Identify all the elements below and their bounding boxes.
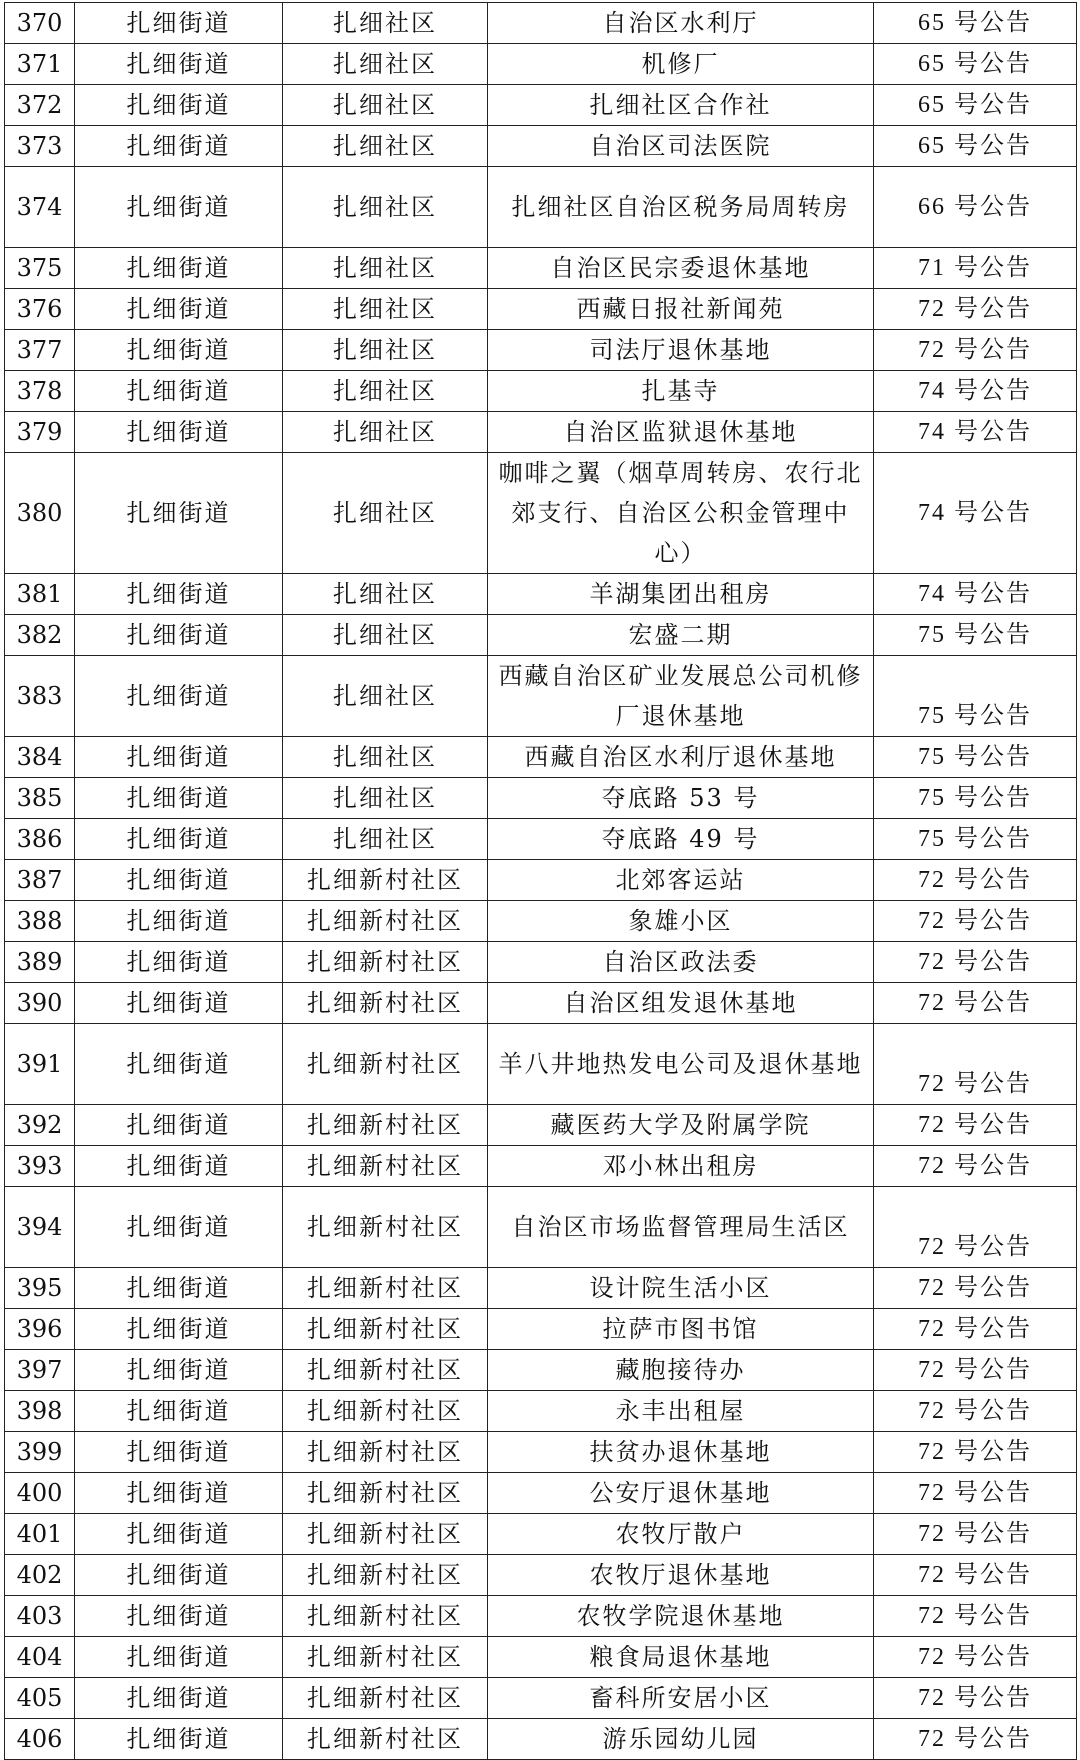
community-cell: 扎细社区: [283, 248, 488, 289]
row-number-cell: 398: [5, 1391, 75, 1432]
notice-number-cell: 75 号公告: [874, 737, 1077, 778]
row-number-cell: 382: [5, 615, 75, 656]
row-number-cell: 392: [5, 1105, 75, 1146]
location-cell: 藏医药大学及附属学院: [488, 1105, 874, 1146]
row-number-cell: 405: [5, 1678, 75, 1719]
row-number-cell: 397: [5, 1350, 75, 1391]
table-row: [5, 85, 1077, 126]
notice-number-cell: 65 号公告: [874, 85, 1077, 126]
row-number-cell: 390: [5, 983, 75, 1024]
table-row: [5, 248, 1077, 289]
community-cell: 扎细社区: [283, 3, 488, 44]
community-cell: 扎细新村社区: [283, 860, 488, 901]
location-cell: 自治区组发退休基地: [488, 983, 874, 1024]
street-cell: 扎细街道: [75, 412, 283, 453]
community-cell: 扎细社区: [283, 85, 488, 126]
street-cell: 扎细街道: [75, 1596, 283, 1637]
table-row: [5, 1146, 1077, 1187]
street-cell: 扎细街道: [75, 1268, 283, 1309]
community-cell: 扎细新村社区: [283, 1678, 488, 1719]
community-cell: 扎细新村社区: [283, 1268, 488, 1309]
row-number-cell: 385: [5, 778, 75, 819]
notice-number-cell: 72 号公告: [874, 942, 1077, 983]
table-row: [5, 1514, 1077, 1555]
table-row: [5, 412, 1077, 453]
table-row: [5, 983, 1077, 1024]
notice-number-cell: 72 号公告: [874, 1350, 1077, 1391]
street-cell: 扎细街道: [75, 248, 283, 289]
table-row: [5, 453, 1077, 574]
row-number-cell: 383: [5, 656, 75, 737]
location-cell: 咖啡之翼（烟草周转房、农行北郊支行、自治区公积金管理中心）: [488, 453, 874, 574]
row-number-cell: 374: [5, 167, 75, 248]
community-cell: 扎细社区: [283, 412, 488, 453]
row-number-cell: 396: [5, 1309, 75, 1350]
row-number-cell: 381: [5, 574, 75, 615]
community-cell: 扎细新村社区: [283, 942, 488, 983]
community-cell: 扎细社区: [283, 371, 488, 412]
street-cell: 扎细街道: [75, 1637, 283, 1678]
location-cell: 羊八井地热发电公司及退休基地: [488, 1024, 874, 1105]
notice-number-cell: 72 号公告: [874, 1391, 1077, 1432]
notice-number-cell: 72 号公告: [874, 1473, 1077, 1514]
location-cell: 自治区政法委: [488, 942, 874, 983]
location-cell: 西藏自治区矿业发展总公司机修厂退休基地: [488, 656, 874, 737]
row-number-cell: 391: [5, 1024, 75, 1105]
community-cell: 扎细社区: [283, 126, 488, 167]
row-number-cell: 401: [5, 1514, 75, 1555]
location-cell: 游乐园幼儿园: [488, 1719, 874, 1760]
row-number-cell: 373: [5, 126, 75, 167]
street-cell: 扎细街道: [75, 1391, 283, 1432]
notice-number-cell: 72 号公告: [874, 901, 1077, 942]
table-row: [5, 1350, 1077, 1391]
notice-number-cell: 72 号公告: [874, 1187, 1077, 1268]
location-cell: 羊湖集团出租房: [488, 574, 874, 615]
street-cell: 扎细街道: [75, 615, 283, 656]
notice-number-cell: 72 号公告: [874, 1105, 1077, 1146]
street-cell: 扎细街道: [75, 85, 283, 126]
location-cell: 司法厅退休基地: [488, 330, 874, 371]
row-number-cell: 403: [5, 1596, 75, 1637]
table-row: [5, 1596, 1077, 1637]
table-row: [5, 371, 1077, 412]
notice-number-cell: 72 号公告: [874, 1024, 1077, 1105]
location-cell: 自治区民宗委退休基地: [488, 248, 874, 289]
community-cell: 扎细新村社区: [283, 1514, 488, 1555]
community-cell: 扎细新村社区: [283, 1105, 488, 1146]
street-cell: 扎细街道: [75, 126, 283, 167]
table-row: [5, 901, 1077, 942]
table-row: [5, 1678, 1077, 1719]
street-cell: 扎细街道: [75, 1678, 283, 1719]
community-cell: 扎细新村社区: [283, 1719, 488, 1760]
notice-table: [4, 2, 1077, 1760]
table-row: [5, 1391, 1077, 1432]
street-cell: 扎细街道: [75, 656, 283, 737]
location-cell: 机修厂: [488, 44, 874, 85]
table-row: [5, 819, 1077, 860]
street-cell: 扎细街道: [75, 1432, 283, 1473]
community-cell: 扎细新村社区: [283, 1146, 488, 1187]
community-cell: 扎细社区: [283, 330, 488, 371]
street-cell: 扎细街道: [75, 371, 283, 412]
community-cell: 扎细社区: [283, 167, 488, 248]
table-row: [5, 1024, 1077, 1105]
table-row: [5, 167, 1077, 248]
street-cell: 扎细街道: [75, 1473, 283, 1514]
table-row: [5, 860, 1077, 901]
street-cell: 扎细街道: [75, 167, 283, 248]
row-number-cell: 378: [5, 371, 75, 412]
street-cell: 扎细街道: [75, 1719, 283, 1760]
notice-number-cell: 72 号公告: [874, 1432, 1077, 1473]
location-cell: 自治区市场监督管理局生活区: [488, 1187, 874, 1268]
notice-number-cell: 72 号公告: [874, 1678, 1077, 1719]
location-cell: 象雄小区: [488, 901, 874, 942]
location-cell: 邓小林出租房: [488, 1146, 874, 1187]
row-number-cell: 400: [5, 1473, 75, 1514]
location-cell: 自治区水利厅: [488, 3, 874, 44]
notice-number-cell: 72 号公告: [874, 1637, 1077, 1678]
community-cell: 扎细新村社区: [283, 1024, 488, 1105]
table-row: [5, 1187, 1077, 1268]
row-number-cell: 393: [5, 1146, 75, 1187]
location-cell: 北郊客运站: [488, 860, 874, 901]
street-cell: 扎细街道: [75, 330, 283, 371]
location-cell: 永丰出租屋: [488, 1391, 874, 1432]
location-cell: 夺底路 49 号: [488, 819, 874, 860]
table-row: [5, 1555, 1077, 1596]
community-cell: 扎细新村社区: [283, 1309, 488, 1350]
location-cell: 自治区监狱退休基地: [488, 412, 874, 453]
street-cell: 扎细街道: [75, 983, 283, 1024]
location-cell: 拉萨市图书馆: [488, 1309, 874, 1350]
community-cell: 扎细社区: [283, 574, 488, 615]
notice-number-cell: 65 号公告: [874, 44, 1077, 85]
row-number-cell: 379: [5, 412, 75, 453]
location-cell: 宏盛二期: [488, 615, 874, 656]
street-cell: 扎细街道: [75, 737, 283, 778]
notice-number-cell: 72 号公告: [874, 330, 1077, 371]
location-cell: 畜科所安居小区: [488, 1678, 874, 1719]
location-cell: 设计院生活小区: [488, 1268, 874, 1309]
notice-number-cell: 74 号公告: [874, 371, 1077, 412]
street-cell: 扎细街道: [75, 3, 283, 44]
row-number-cell: 370: [5, 3, 75, 44]
notice-number-cell: 74 号公告: [874, 453, 1077, 574]
location-cell: 扎基寺: [488, 371, 874, 412]
street-cell: 扎细街道: [75, 44, 283, 85]
street-cell: 扎细街道: [75, 574, 283, 615]
row-number-cell: 377: [5, 330, 75, 371]
location-cell: 藏胞接待办: [488, 1350, 874, 1391]
notice-number-cell: 75 号公告: [874, 778, 1077, 819]
table-row: [5, 737, 1077, 778]
community-cell: 扎细社区: [283, 778, 488, 819]
street-cell: 扎细街道: [75, 1024, 283, 1105]
notice-number-cell: 72 号公告: [874, 1596, 1077, 1637]
community-cell: 扎细新村社区: [283, 1391, 488, 1432]
community-cell: 扎细新村社区: [283, 1350, 488, 1391]
table-body: [5, 3, 1077, 1760]
community-cell: 扎细新村社区: [283, 983, 488, 1024]
location-cell: 扎细社区自治区税务局周转房: [488, 167, 874, 248]
street-cell: 扎细街道: [75, 453, 283, 574]
table-row: [5, 942, 1077, 983]
community-cell: 扎细新村社区: [283, 1637, 488, 1678]
community-cell: 扎细社区: [283, 656, 488, 737]
street-cell: 扎细街道: [75, 1514, 283, 1555]
row-number-cell: 384: [5, 737, 75, 778]
table-row: [5, 330, 1077, 371]
community-cell: 扎细社区: [283, 44, 488, 85]
location-cell: 扎细社区合作社: [488, 85, 874, 126]
notice-number-cell: 65 号公告: [874, 126, 1077, 167]
community-cell: 扎细新村社区: [283, 1596, 488, 1637]
street-cell: 扎细街道: [75, 1555, 283, 1596]
row-number-cell: 387: [5, 860, 75, 901]
location-cell: 农牧厅散户: [488, 1514, 874, 1555]
location-cell: 自治区司法医院: [488, 126, 874, 167]
location-cell: 扶贫办退休基地: [488, 1432, 874, 1473]
table-row: [5, 574, 1077, 615]
street-cell: 扎细街道: [75, 289, 283, 330]
location-cell: 公安厅退休基地: [488, 1473, 874, 1514]
street-cell: 扎细街道: [75, 1350, 283, 1391]
street-cell: 扎细街道: [75, 1187, 283, 1268]
table-row: [5, 1309, 1077, 1350]
community-cell: 扎细新村社区: [283, 1187, 488, 1268]
table-row: [5, 1105, 1077, 1146]
row-number-cell: 388: [5, 901, 75, 942]
row-number-cell: 372: [5, 85, 75, 126]
notice-number-cell: 72 号公告: [874, 1719, 1077, 1760]
table-row: [5, 289, 1077, 330]
street-cell: 扎细街道: [75, 1146, 283, 1187]
street-cell: 扎细街道: [75, 860, 283, 901]
location-cell: 西藏日报社新闻苑: [488, 289, 874, 330]
location-cell: 西藏自治区水利厅退休基地: [488, 737, 874, 778]
table-row: [5, 1268, 1077, 1309]
location-cell: 夺底路 53 号: [488, 778, 874, 819]
notice-number-cell: 72 号公告: [874, 1514, 1077, 1555]
table-row: [5, 615, 1077, 656]
street-cell: 扎细街道: [75, 901, 283, 942]
notice-number-cell: 71 号公告: [874, 248, 1077, 289]
notice-number-cell: 72 号公告: [874, 1309, 1077, 1350]
table-row: [5, 778, 1077, 819]
table-row: [5, 44, 1077, 85]
row-number-cell: 389: [5, 942, 75, 983]
street-cell: 扎细街道: [75, 778, 283, 819]
notice-number-cell: 72 号公告: [874, 983, 1077, 1024]
notice-number-cell: 75 号公告: [874, 819, 1077, 860]
community-cell: 扎细社区: [283, 737, 488, 778]
row-number-cell: 380: [5, 453, 75, 574]
notice-number-cell: 75 号公告: [874, 656, 1077, 737]
row-number-cell: 402: [5, 1555, 75, 1596]
row-number-cell: 386: [5, 819, 75, 860]
table-row: [5, 1432, 1077, 1473]
street-cell: 扎细街道: [75, 942, 283, 983]
row-number-cell: 406: [5, 1719, 75, 1760]
community-cell: 扎细新村社区: [283, 1432, 488, 1473]
table-row: [5, 126, 1077, 167]
notice-number-cell: 72 号公告: [874, 1268, 1077, 1309]
location-cell: 农牧学院退休基地: [488, 1596, 874, 1637]
notice-number-cell: 66 号公告: [874, 167, 1077, 248]
row-number-cell: 376: [5, 289, 75, 330]
street-cell: 扎细街道: [75, 1309, 283, 1350]
notice-number-cell: 72 号公告: [874, 860, 1077, 901]
community-cell: 扎细新村社区: [283, 1473, 488, 1514]
row-number-cell: 394: [5, 1187, 75, 1268]
notice-number-cell: 72 号公告: [874, 1555, 1077, 1596]
table-row: [5, 1637, 1077, 1678]
notice-number-cell: 65 号公告: [874, 3, 1077, 44]
street-cell: 扎细街道: [75, 1105, 283, 1146]
row-number-cell: 375: [5, 248, 75, 289]
community-cell: 扎细新村社区: [283, 901, 488, 942]
notice-number-cell: 72 号公告: [874, 289, 1077, 330]
community-cell: 扎细社区: [283, 453, 488, 574]
community-cell: 扎细社区: [283, 289, 488, 330]
community-cell: 扎细社区: [283, 819, 488, 860]
table-row: [5, 1473, 1077, 1514]
location-cell: 农牧厅退休基地: [488, 1555, 874, 1596]
notice-number-cell: 74 号公告: [874, 412, 1077, 453]
table-row: [5, 3, 1077, 44]
row-number-cell: 371: [5, 44, 75, 85]
table-row: [5, 1719, 1077, 1760]
notice-number-cell: 75 号公告: [874, 615, 1077, 656]
table-row: [5, 656, 1077, 737]
community-cell: 扎细社区: [283, 615, 488, 656]
row-number-cell: 395: [5, 1268, 75, 1309]
street-cell: 扎细街道: [75, 819, 283, 860]
row-number-cell: 404: [5, 1637, 75, 1678]
notice-number-cell: 74 号公告: [874, 574, 1077, 615]
notice-number-cell: 72 号公告: [874, 1146, 1077, 1187]
row-number-cell: 399: [5, 1432, 75, 1473]
community-cell: 扎细新村社区: [283, 1555, 488, 1596]
location-cell: 粮食局退休基地: [488, 1637, 874, 1678]
